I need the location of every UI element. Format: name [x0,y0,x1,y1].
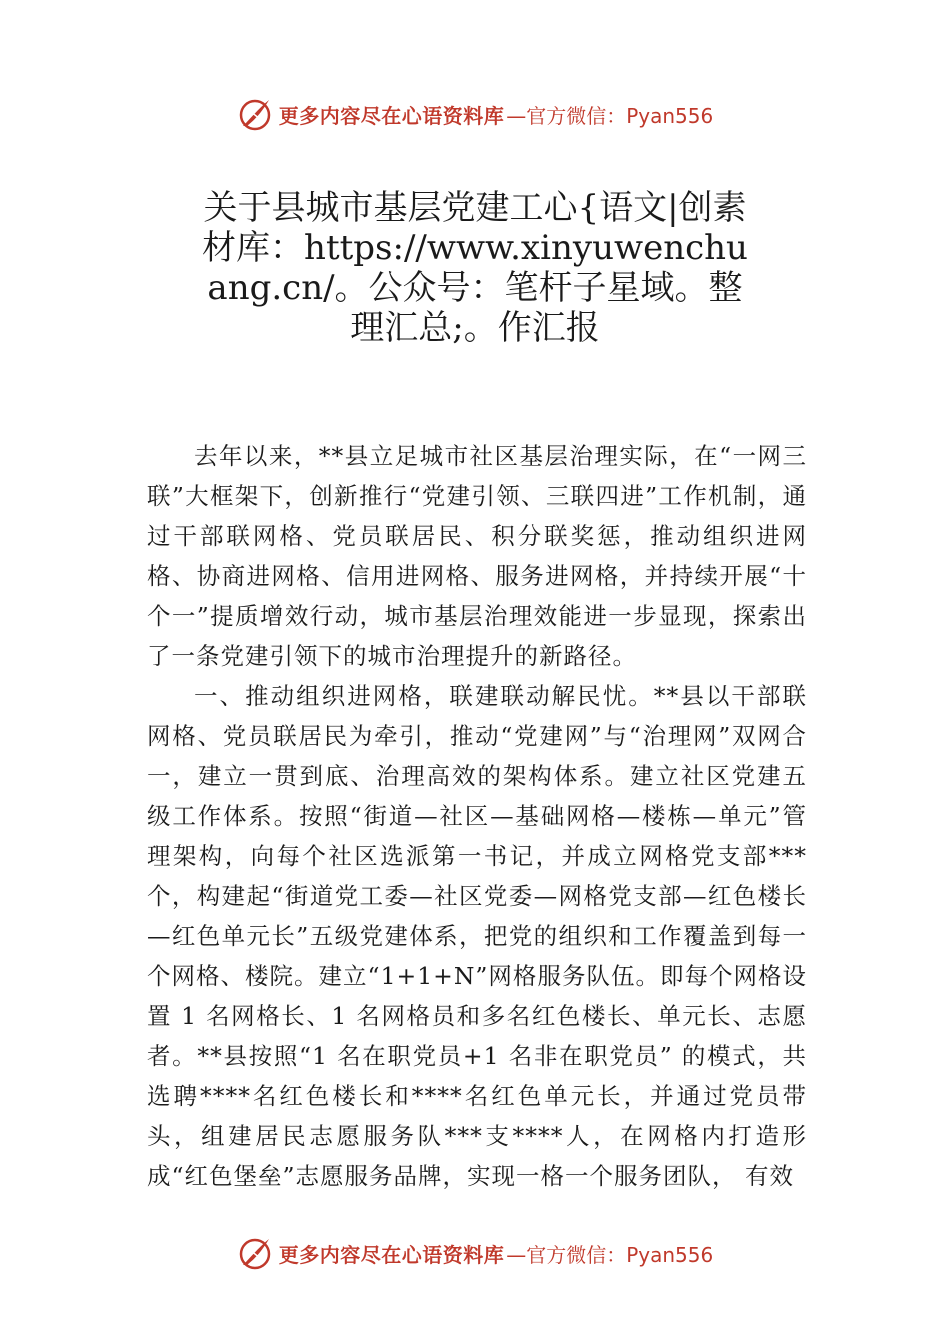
document-body [147,436,807,1196]
document-title: 关于县城市基层党建工心{语文|创素材库：https://www.xinyuwenchuang.cn/。公众号：笔杆子星域。整理汇总;。作汇报 [202,188,748,348]
footer-banner [0,1233,950,1273]
header-banner [0,94,950,134]
paragraph-section-1: 一、推动组织进网格，联建联动解民忧。**县以干部联网格、党员联居民为牵引，推动“党建网”与“治理网”双网合一，建立一贯到底、治理高效的架构体系。建立社区党建五级工作体系。按照“街道—社区—基础网格—楼栋—单元”管理架构，向每个社区选派第一书记，并成立网格党支部***个，构建起“街道党工委—社区党委—网格党支部—红色楼长—红色单元长”五级党建体系，把党的组织和工作覆盖到每一个网格、楼院。建立“1+1+N”网格服务队伍。即每个网格设置 1 名网格长、1 名网格员和多名红色楼长、单元长、志愿者。**县按照“1 名在职党员+1 名非在职党员” 的模式，共选聘****名红色楼长和****名红色单元长，并通过党员带头，组建居民志愿服务队***支****人，在网格内打造形成“红色堡垒”志愿服务品牌，实现一格一个服务团队， 有效 [147,682,807,1190]
quill-logo-icon [237,96,273,132]
paragraph-intro: 去年以来，**县立足城市社区基层治理实际，在“一网三联”大框架下，创新推行“党建引领、三联四进”工作机制，通过干部联网格、党员联居民、积分联奖惩，推动组织进网格、协商进网格、信用进网格、服务进网格，并持续开展“十个一”提质增效行动，城市基层治理效能进一步显现，探索出了一条党建引领下的城市治理提升的新路径。 [147,442,807,670]
quill-logo-icon [237,1235,273,1271]
banner-text: 更多内容尽在心语资料库 [278,103,505,128]
banner-contact: —官方微信：Pyan556 [506,103,714,128]
banner-text: 更多内容尽在心语资料库 [278,1242,505,1267]
banner-contact: —官方微信：Pyan556 [506,1242,714,1267]
